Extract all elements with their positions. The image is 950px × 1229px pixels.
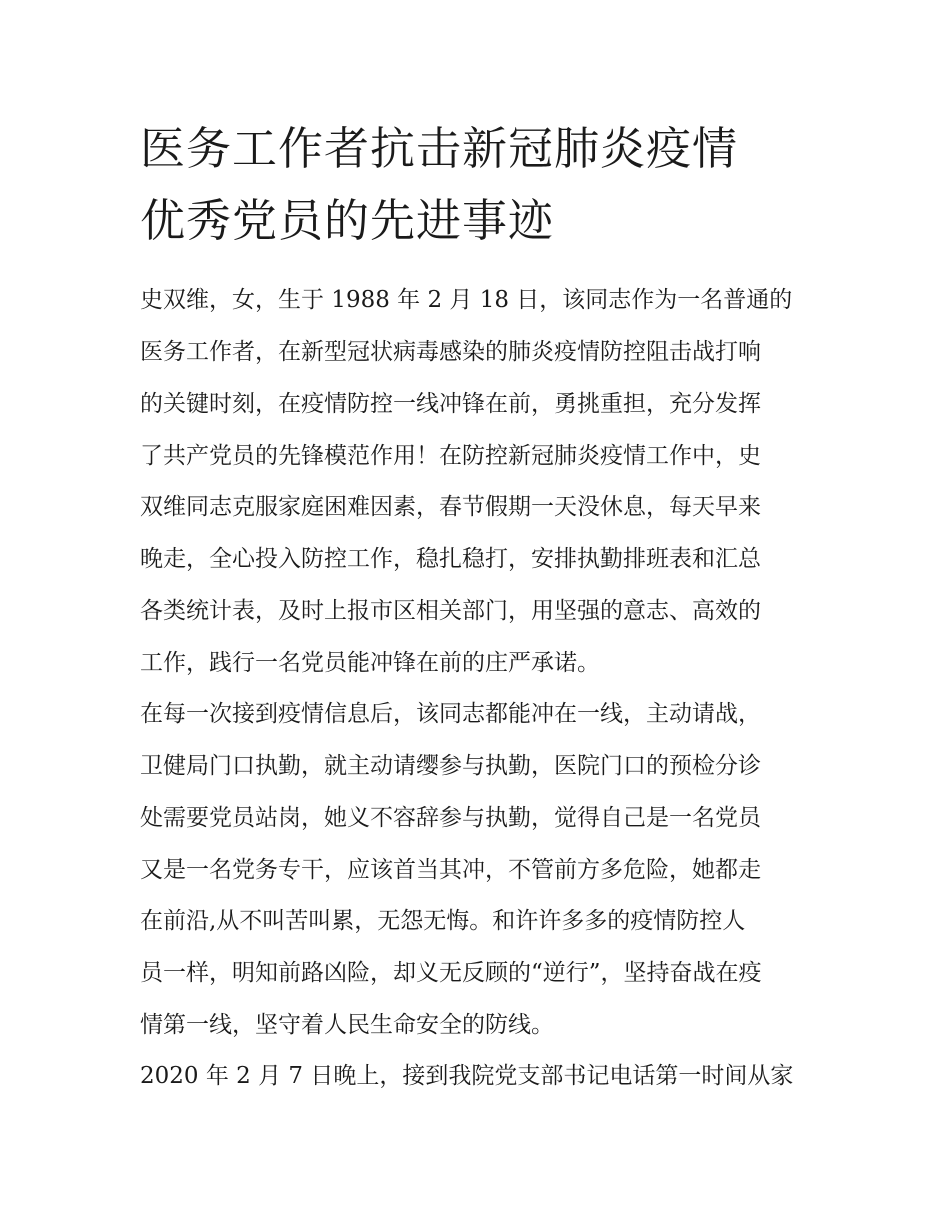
body-line-3: 的关键时刻，在疫情防控一线冲锋在前，勇挑重担，充分发挥	[140, 391, 761, 417]
body-line-7: 各类统计表，及时上报市区相关部门，用坚强的意志、高效的	[140, 598, 761, 624]
title-line-1: 医务工作者抗击新冠肺炎疫情	[140, 122, 739, 175]
body-line-1: 史双维，女，生于 1988 年 2 月 18 日，该同志作为一名普通的	[140, 287, 793, 313]
body-line-11: 处需要党员站岗，她义不容辞参与执勤，觉得自己是一名党员	[140, 805, 761, 831]
body-line-10: 卫健局门口执勤，就主动请缨参与执勤，医院门口的预检分诊	[140, 753, 761, 779]
body-line-9: 在每一次接到疫情信息后，该同志都能冲在一线，主动请战，	[140, 701, 761, 727]
body-line-15: 情第一线，坚守着人民生命安全的防线。	[140, 1012, 554, 1038]
body-line-5: 双维同志克服家庭困难因素，春节假期一天没休息，每天早来	[140, 494, 761, 520]
document-title	[140, 113, 820, 257]
body-line-2: 医务工作者，在新型冠状病毒感染的肺炎疫情防控阻击战打响	[140, 339, 761, 365]
body-line-14: 员一样，明知前路凶险，却义无反顾的“逆行”，坚持奋战在疫	[140, 960, 762, 986]
body-line-4: 了共产党员的先锋模范作用！在防控新冠肺炎疫情工作中，史	[140, 443, 761, 469]
title-line-2: 优秀党员的先进事迹	[140, 194, 555, 247]
body-line-6: 晚走，全心投入防控工作，稳扎稳打，安排执勤排班表和汇总	[140, 546, 761, 572]
body-line-8: 工作，践行一名党员能冲锋在前的庄严承诺。	[140, 650, 600, 676]
body-line-16: 2020 年 2 月 7 日晚上，接到我院党支部书记电话第一时间从家	[140, 1063, 794, 1089]
body-line-13: 在前沿,从不叫苦叫累，无怨无悔。和许许多多的疫情防控人	[140, 908, 746, 934]
body-line-12: 又是一名党务专干，应该首当其冲，不管前方多危险，她都走	[140, 857, 761, 883]
